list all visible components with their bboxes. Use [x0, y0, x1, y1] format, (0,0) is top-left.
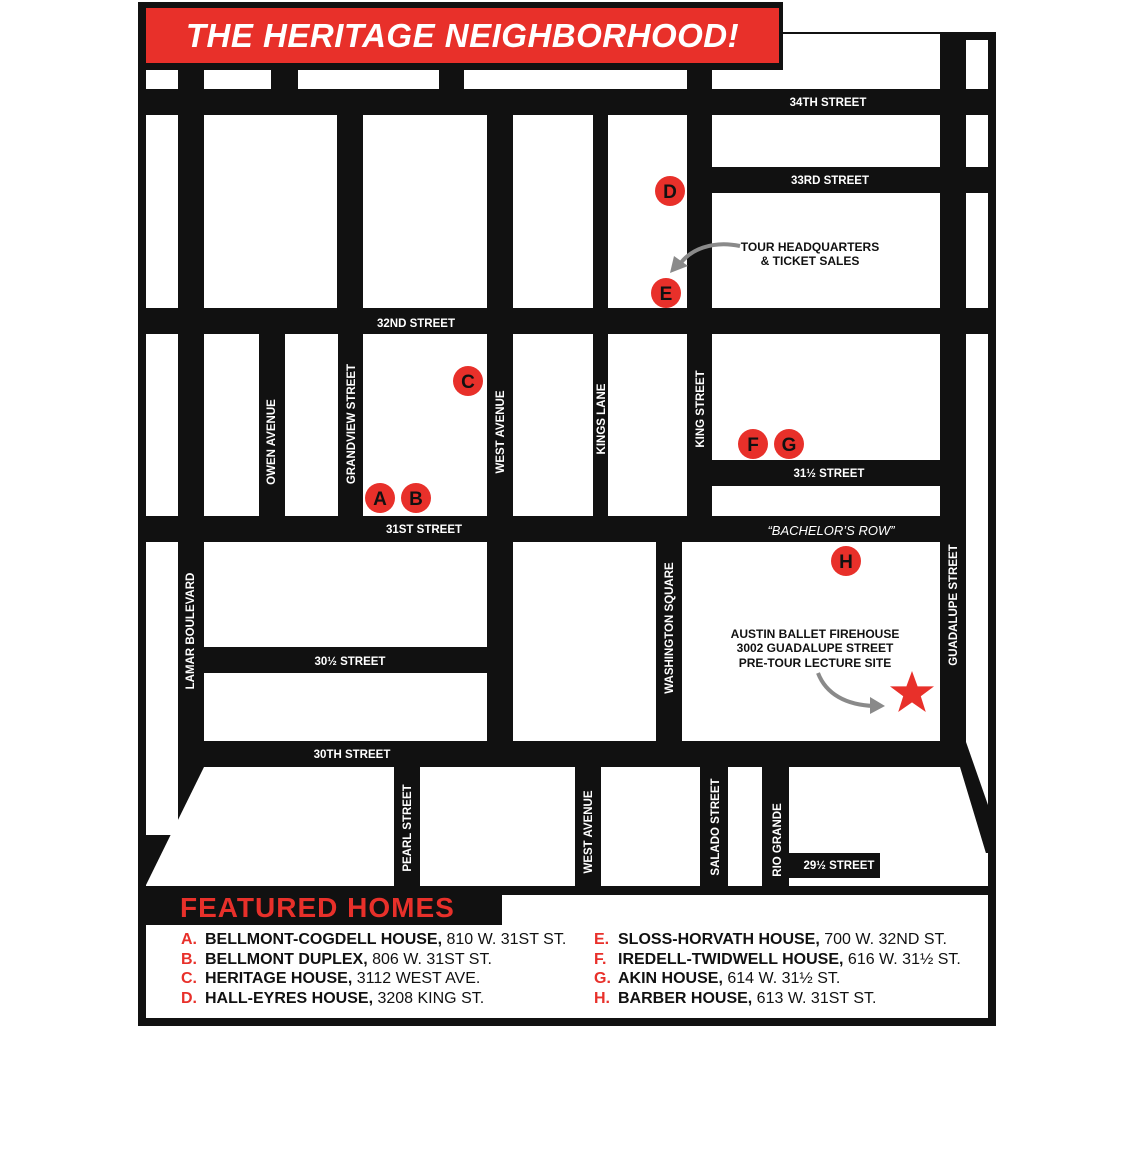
- home-marker-e[interactable]: [651, 278, 681, 308]
- list-item[interactable]: [594, 989, 961, 1009]
- bachelors-row-label: “BACHELOR’S ROW”: [767, 523, 895, 538]
- home-marker-g[interactable]: [774, 429, 804, 459]
- home-name: IREDELL-TWIDWELL HOUSE,: [618, 950, 844, 968]
- svg-text:G: G: [781, 435, 797, 456]
- street-rio-grande: RIO GRANDE: [772, 803, 784, 877]
- home-letter: D.: [181, 989, 197, 1007]
- featured-homes-heading: FEATURED HOMES: [180, 892, 455, 923]
- street-kings-lane: KINGS LANE: [596, 383, 608, 455]
- street-grandview: GRANDVIEW STREET: [346, 363, 358, 485]
- home-name: BARBER HOUSE,: [618, 989, 753, 1007]
- street-33rd: 33RD STREET: [791, 175, 869, 187]
- home-letter: H.: [594, 989, 610, 1007]
- street-29-half: 29½ STREET: [803, 860, 875, 872]
- street-30th: 30TH STREET: [313, 749, 391, 761]
- svg-text:E: E: [659, 284, 673, 305]
- street-owen-avenue: OWEN AVENUE: [266, 399, 278, 485]
- featured-homes-list-left: [181, 930, 566, 1008]
- street-salado: SALADO STREET: [710, 778, 722, 876]
- home-letter: G.: [594, 970, 611, 987]
- street-king: KING STREET: [695, 370, 707, 448]
- home-address: 810 W. 31ST ST.: [442, 931, 567, 948]
- svg-text:C: C: [461, 372, 475, 393]
- home-address: 616 W. 31½ ST.: [843, 950, 961, 968]
- home-letter: C.: [181, 970, 197, 987]
- home-letter: E.: [594, 931, 610, 948]
- firehouse-line3: PRE-TOUR LECTURE SITE: [738, 656, 892, 670]
- tour-hq-line2: & TICKET SALES: [760, 254, 860, 268]
- home-name: BELLMONT DUPLEX,: [205, 950, 368, 968]
- list-item[interactable]: [594, 930, 961, 950]
- featured-homes-list-right: [594, 930, 961, 1008]
- home-name: HERITAGE HOUSE,: [205, 970, 353, 987]
- home-marker-a[interactable]: [365, 483, 395, 513]
- list-item[interactable]: [181, 969, 566, 989]
- svg-text:A: A: [373, 489, 387, 510]
- firehouse-line2: 3002 GUADALUPE STREET: [736, 641, 894, 655]
- home-letter: F.: [594, 950, 607, 968]
- list-item[interactable]: [181, 950, 566, 970]
- home-name: AKIN HOUSE,: [618, 970, 723, 987]
- page-margin: [783, 2, 996, 32]
- street-31st: 31ST STREET: [385, 524, 463, 536]
- street-30-half: 30½ STREET: [314, 656, 386, 668]
- tour-hq-line1: TOUR HEADQUARTERS: [740, 240, 880, 254]
- home-address: 614 W. 31½ ST.: [722, 970, 841, 987]
- home-address: 3208 KING ST.: [373, 989, 485, 1007]
- home-marker-h[interactable]: [831, 546, 861, 576]
- home-marker-d[interactable]: [655, 176, 685, 206]
- home-marker-b[interactable]: [401, 483, 431, 513]
- home-address: 700 W. 32ND ST.: [819, 931, 947, 948]
- home-marker-c[interactable]: [453, 366, 483, 396]
- street-washington-square: WASHINGTON SQUARE: [664, 562, 676, 694]
- home-address: 3112 WEST AVE.: [352, 970, 481, 987]
- svg-text:B: B: [409, 489, 423, 510]
- svg-text:F: F: [747, 435, 759, 456]
- street-32nd: 32ND STREET: [377, 318, 455, 330]
- svg-text:H: H: [839, 552, 853, 573]
- firehouse-line1: AUSTIN BALLET FIREHOUSE: [730, 627, 900, 641]
- street-lamar-boulevard: LAMAR BOULEVARD: [185, 572, 197, 690]
- home-letter: A.: [181, 931, 197, 948]
- street-pearl: PEARL STREET: [402, 784, 414, 872]
- home-name: SLOSS-HORVATH HOUSE,: [618, 931, 820, 948]
- street-31-half: 31½ STREET: [793, 468, 865, 480]
- street-west-avenue-north: WEST AVENUE: [495, 390, 507, 474]
- map-title: THE HERITAGE NEIGHBORHOOD!: [146, 8, 779, 63]
- list-item[interactable]: [181, 989, 566, 1009]
- list-item[interactable]: [594, 950, 961, 970]
- home-letter: B.: [181, 950, 197, 968]
- street-west-avenue-south: WEST AVENUE: [583, 790, 595, 874]
- home-address: 806 W. 31ST ST.: [367, 950, 492, 968]
- home-address: 613 W. 31ST ST.: [752, 989, 877, 1007]
- home-name: HALL-EYRES HOUSE,: [205, 989, 374, 1007]
- svg-text:D: D: [663, 182, 677, 203]
- street-guadalupe: GUADALUPE STREET: [948, 544, 960, 666]
- street-34th: 34TH STREET: [789, 97, 867, 109]
- list-item[interactable]: [181, 930, 566, 950]
- home-marker-f[interactable]: [738, 429, 768, 459]
- list-item[interactable]: [594, 969, 961, 989]
- home-name: BELLMONT-COGDELL HOUSE,: [205, 931, 443, 948]
